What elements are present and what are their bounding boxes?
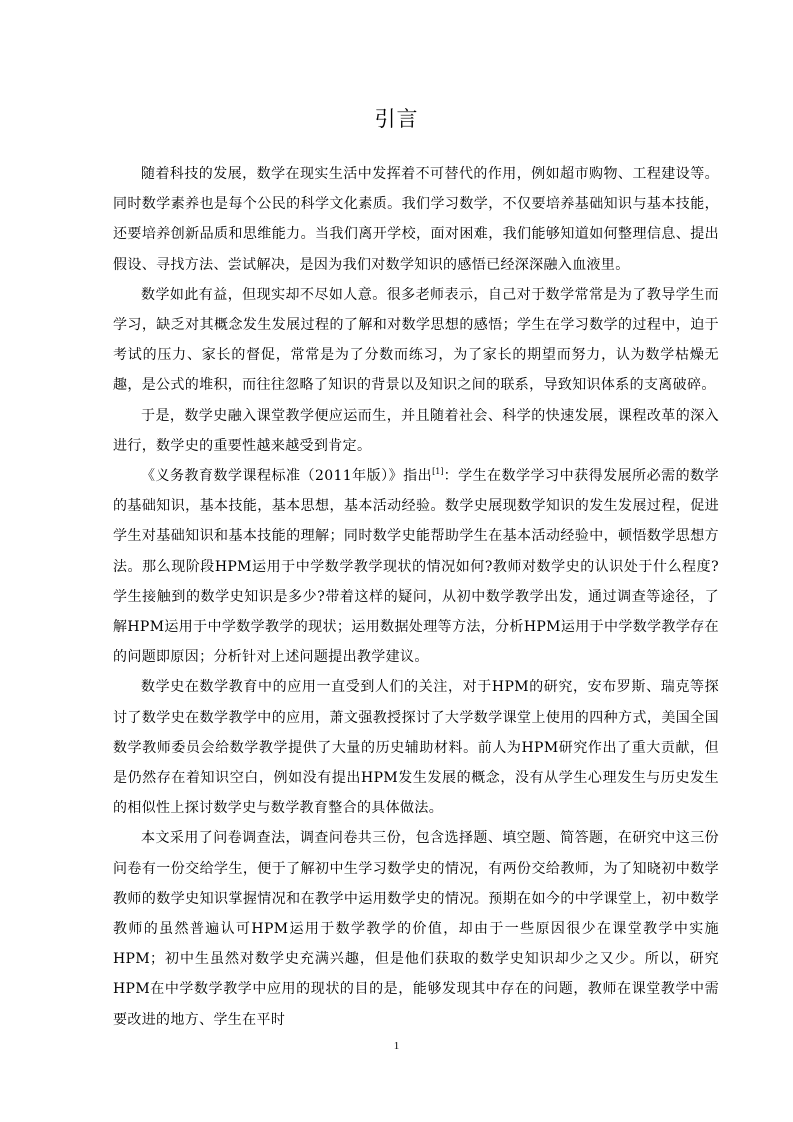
body-text (113, 159, 719, 1035)
paragraph-6: 本文采用了问卷调查法，调查问卷共三份，包含选择题、填空题、简答题，在研究中这三份问卷有一份交给学生，便于了解初中生学习数学史的情况，有两份交给教师，为了知晓初中数学教师的数学史知识掌握情况和在教学中运用数学史的情况。预期在如今的中学课堂上，初中数学教师的虽然普遍认可HPM运用于数学教学的价值，却由于一些原因很少在课堂教学中实施HPM；初中生虽然对数学史充满兴趣，但是他们获取的数学史知识却少之又少。所以，研究HPM在中学数学教学中应用的现状的目的是，能够发现其中存在的问题，教师在课堂教学中需要改进的地方、学生在平时 (113, 830, 719, 1028)
paragraph-4-lead: 《义务教育数学课程标准（2011年版）》指出 (141, 468, 433, 485)
page-title: 引言 (374, 107, 419, 131)
citation-reference[interactable]: [1] (432, 467, 444, 477)
paragraph-2: 数学如此有益，但现实却不尽如人意。很多老师表示，自己对于数学常常是为了教导学生而学习，缺乏对其概念发生发展过程的了解和对数学思想的感悟；学生在学习数学的过程中，迫于考试的压力、家长的督促，常常是为了分数而练习，为了家长的期望而努力，认为数学枯燥无趣，是公式的堆积，而往往忽略了知识的背景以及知识之间的联系，导致知识体系的支离破碎。 (113, 286, 719, 394)
paragraph-4-text: ：学生在数学学习中获得发展所必需的数学的基础知识，基本技能，基本思想，基本活动经验。数学史展现数学知识的发生发展过程，促进学生对基础知识和基本技能的理解；同时数学史能帮助学生在基本活动经验中，顿悟数学思想方法。那么现阶段HPM运用于中学数学教学现状的情况如何?教师对数学史的认识处于什么程度?学生接触到的数学史知识是多少?带着这样的疑问，从初中数学教学出发，通过调查等途径，了解HPM运用于中学数学教学的现状；运用数据处理等方法，分析HPM运用于中学数学教学存在的问题即原因；分析针对上述问题提出教学建议。 (113, 468, 720, 666)
paragraph-3: 于是，数学史融入课堂教学便应运而生，并且随着社会、科学的快速发展，课程改革的深入进行，数学史的重要性越来越受到肯定。 (113, 407, 719, 454)
paragraph-1: 随着科技的发展，数学在现实生活中发挥着不可替代的作用，例如超市购物、工程建设等。同时数学素养也是每个公民的科学文化素质。我们学习数学，不仅要培养基础知识与基本技能，还要培养创新品质和思维能力。当我们离开学校，面对困难，我们能够知道如何整理信息、提出假设、寻找方法、尝试解决，是因为我们对数学知识的感悟已经深深融入血液里。 (113, 166, 719, 273)
paragraph-4 (113, 461, 719, 672)
paragraph-5: 数学史在数学教育中的应用一直受到人们的关注，对于HPM的研究，安布罗斯、瑞克等探讨了数学史在数学教学中的应用，萧文强教授探讨了大学数学课堂上使用的四种方式，美国全国数学教师委员会给数学教学提供了大量的历史辅助材料。前人为HPM研究作出了重大贡献，但是仍然存在着知识空白，例如没有提出HPM发生发展的概念，没有从学生心理发生与历史发生的相似性上探讨数学史与数学教育整合的具体做法。 (113, 679, 719, 817)
page-number: 1 (393, 1040, 400, 1052)
